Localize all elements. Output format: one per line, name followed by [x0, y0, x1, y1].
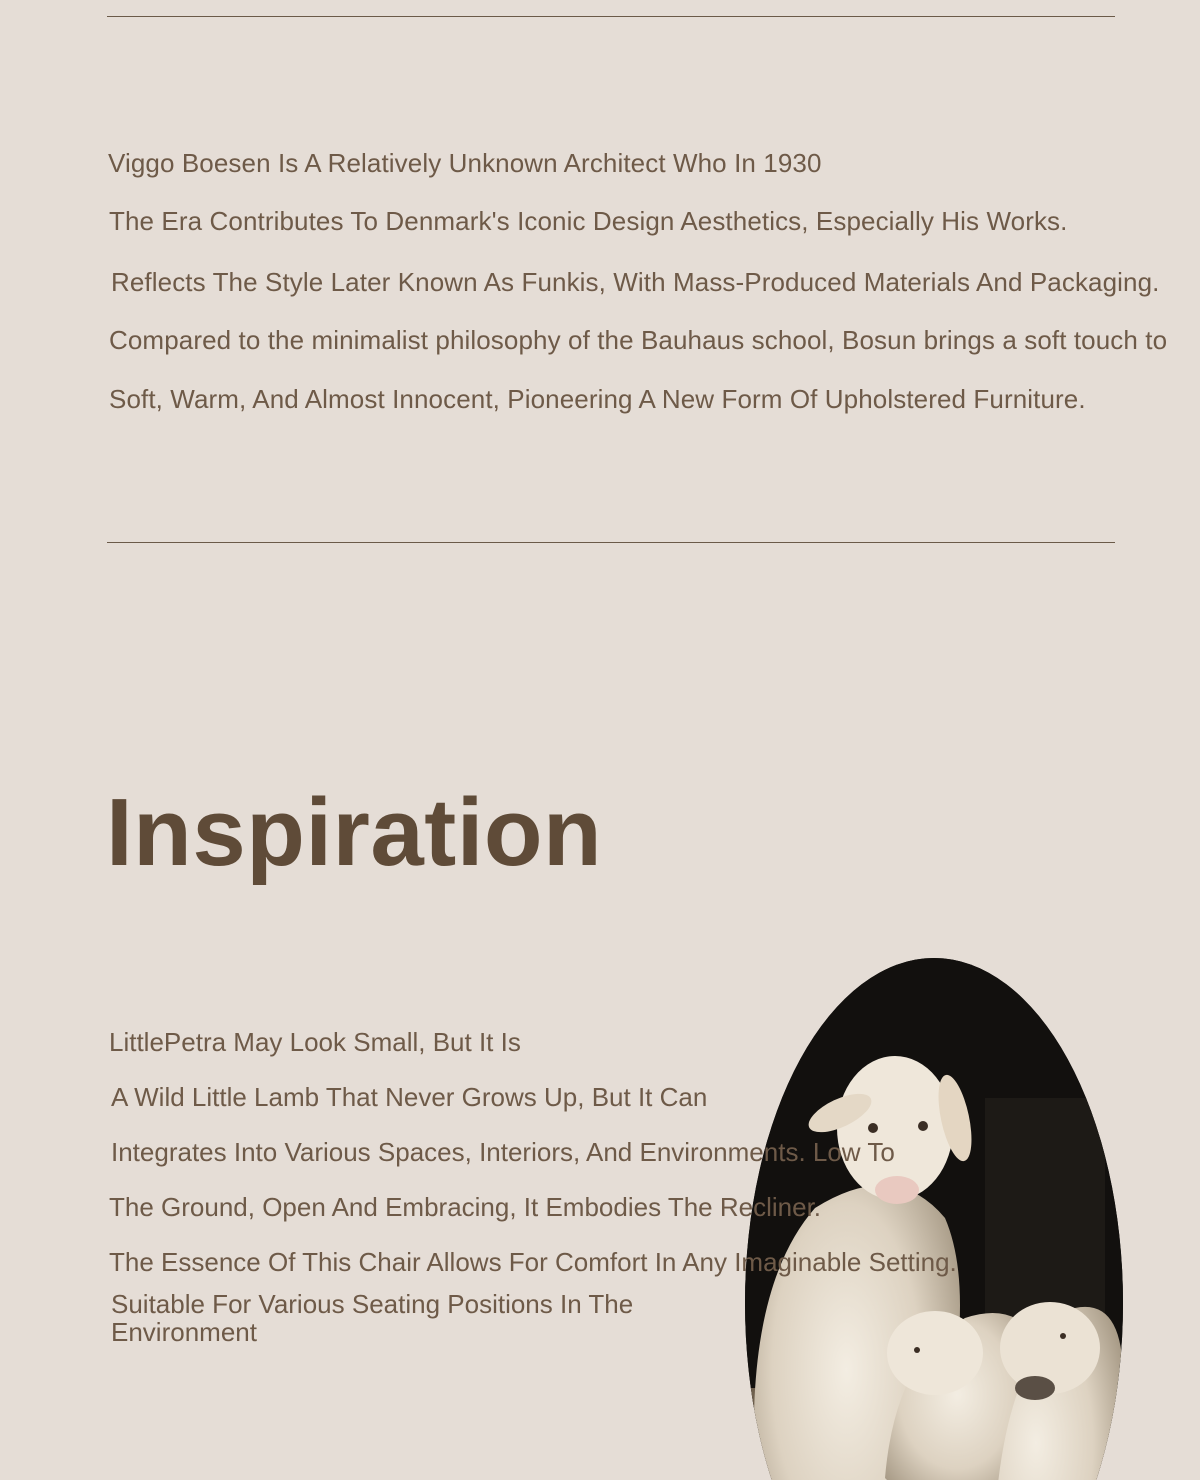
- story-line-2: The Era Contributes To Denmark's Iconic Design Aesthetics, Especially His Works.: [109, 206, 1068, 236]
- section-divider: [107, 542, 1115, 543]
- story-line-1: Viggo Boesen Is A Relatively Unknown Architect Who In 1930: [108, 148, 822, 178]
- inspiration-line-3: Integrates Into Various Spaces, Interiors, And Environments. Low To: [111, 1137, 895, 1167]
- inspiration-line-5: The Essence Of This Chair Allows For Comfort In Any Imaginable Setting.: [109, 1247, 957, 1277]
- story-line-4: Compared to the minimalist philosophy of the Bauhaus school, Bosun brings a soft touch to: [109, 325, 1168, 355]
- story-line-5: Soft, Warm, And Almost Innocent, Pioneering A New Form Of Upholstered Furniture.: [109, 384, 1086, 414]
- inspiration-line-1: LittlePetra May Look Small, But It Is: [109, 1027, 521, 1057]
- inspiration-line-4: The Ground, Open And Embracing, It Embodies The Recliner.: [109, 1192, 822, 1222]
- inspiration-heading: Inspiration: [106, 779, 603, 886]
- inspiration-line-2: A Wild Little Lamb That Never Grows Up, But It Can: [111, 1082, 708, 1112]
- inspiration-line-6: Suitable For Various Seating Positions In The Environment: [111, 1289, 634, 1347]
- story-line-3: Reflects The Style Later Known As Funkis, With Mass-Produced Materials And Packaging.: [111, 267, 1160, 297]
- top-divider: [107, 16, 1115, 17]
